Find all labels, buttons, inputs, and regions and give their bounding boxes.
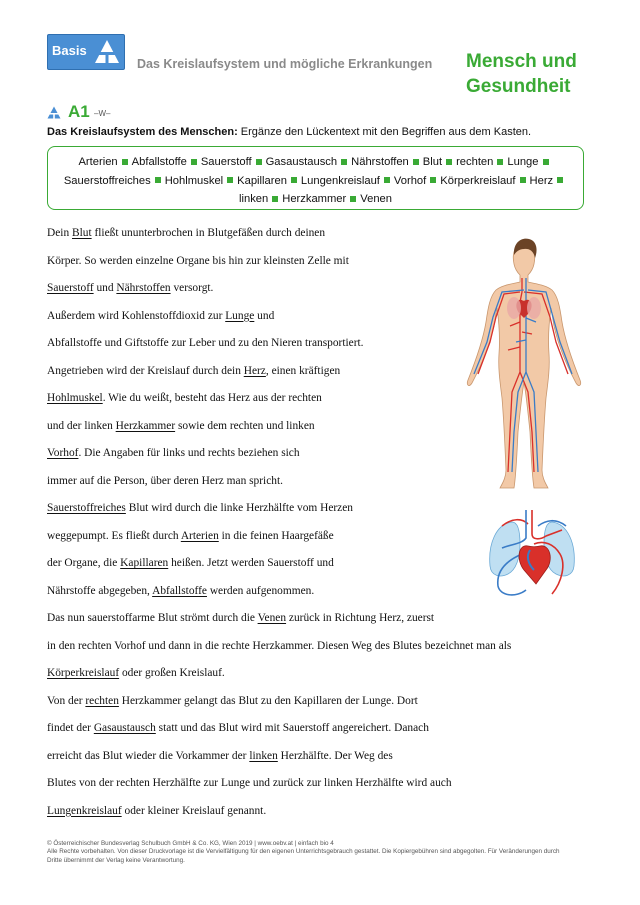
filled-blank: Arterien	[180, 529, 219, 542]
text-segment: zurück in Richtung Herz, zuerst	[286, 612, 435, 624]
word-separator-icon	[557, 177, 563, 183]
word-separator-icon	[122, 159, 128, 165]
text-line	[47, 585, 314, 597]
level-triangle-icon	[47, 106, 61, 119]
text-segment: Körper. So werden einzelne Organe bis hin zur kleinsten Zelle mit	[47, 254, 349, 267]
text-line	[47, 557, 334, 569]
word-box-term: Sauerstoffreiches	[63, 174, 151, 187]
word-box-term: Hohlmuskel	[164, 174, 224, 187]
text-segment: der Organe, die	[47, 557, 121, 569]
text-segment: Blutes von der rechten Herzhälfte zur Lunge und zurück zur linken Herzhälfte wird auch	[47, 777, 452, 789]
filled-blank: Herz	[243, 364, 266, 377]
word-box-term: Arterien	[78, 156, 118, 168]
task-label: A1	[68, 102, 90, 121]
text-segment: Herzkammer gelangt das Blut zu den Kapillaren der Lunge. Dort	[118, 694, 418, 707]
filled-blank: Herzkammer	[115, 419, 176, 432]
text-segment: erreicht das Blut wieder die Vorkammer der	[47, 749, 250, 762]
word-box-term: Lungenkreislauf	[300, 174, 380, 187]
text-line	[47, 805, 266, 817]
task-level: –W–	[94, 109, 111, 118]
text-segment: und	[93, 282, 117, 294]
word-box-term: Kapillaren	[237, 174, 287, 187]
text-segment: versorgt.	[170, 282, 214, 294]
text-segment: , einen kräftigen	[265, 364, 341, 377]
text-segment: und	[254, 309, 275, 322]
filled-blank: rechten	[85, 694, 119, 707]
text-line	[47, 255, 349, 267]
footer-line-1: © Österreichischer Bundesverlag Schulbuch GmbH & Co. KG, Wien 2019 | www.oebv.at | einfach bio 4	[47, 840, 334, 847]
footer-line-3: Dritte übernimmt der Verlag keine Verantwortung.	[47, 856, 185, 864]
filled-blank: Körperkreislauf	[47, 667, 120, 679]
text-line	[47, 640, 511, 652]
word-separator-icon	[497, 159, 503, 165]
text-segment: in die feinen Haargefäße	[218, 529, 334, 542]
text-line	[47, 695, 418, 707]
text-segment: Herzhälfte. Der Weg des	[277, 749, 393, 762]
text-line	[47, 392, 322, 404]
copyright-footer	[47, 840, 587, 865]
word-box-term: Vorhof	[393, 174, 427, 187]
word-box-term: Herzkammer	[282, 193, 347, 205]
word-separator-icon	[520, 177, 526, 183]
text-line	[47, 777, 452, 789]
filled-blank: Sauerstoffreiches	[47, 502, 126, 514]
word-box-term: Körperkreislauf	[440, 174, 516, 187]
text-segment: Abfallstoffe und Giftstoffe zur Leber und zu den Nieren transportiert.	[47, 337, 364, 349]
word-box	[47, 146, 584, 210]
filled-blank: Lunge	[225, 309, 255, 322]
word-separator-icon	[446, 159, 452, 165]
word-separator-icon	[430, 177, 436, 183]
filled-blank: Vorhof	[47, 447, 79, 459]
text-line	[47, 530, 334, 542]
text-segment: werden aufgenommen.	[206, 584, 315, 597]
text-line	[47, 310, 274, 322]
filled-blank: Blut	[72, 227, 92, 239]
filled-blank: Lungenkreislauf	[47, 804, 122, 817]
word-separator-icon	[256, 159, 262, 165]
level-triangle-icon	[94, 38, 120, 65]
word-separator-icon	[384, 177, 390, 183]
text-segment: Dein	[47, 227, 72, 239]
word-separator-icon	[272, 196, 278, 202]
text-line	[47, 420, 315, 432]
word-box-term: Gasaustausch	[265, 156, 338, 168]
text-line	[47, 365, 340, 377]
human-circulatory-illustration	[462, 222, 587, 492]
text-segment: Außerdem wird Kohlenstoffdioxid zur	[47, 309, 226, 322]
filled-blank: Nährstoffen	[116, 282, 171, 294]
text-segment: . Wie du weißt, besteht das Herz aus der rechten	[102, 392, 322, 404]
text-segment: Nährstoffe abgegeben,	[47, 584, 153, 597]
text-segment: Von der	[47, 694, 86, 707]
basis-logo	[47, 34, 125, 70]
word-box-term: Venen	[360, 193, 392, 205]
word-separator-icon	[291, 177, 297, 183]
text-line	[47, 227, 325, 239]
text-segment: heißen. Jetzt werden Sauerstoff und	[168, 557, 334, 569]
text-segment: oder kleiner Kreislauf genannt.	[121, 804, 267, 817]
text-line	[47, 282, 213, 294]
title-line-2: Gesundheit	[466, 76, 571, 97]
text-line	[47, 722, 429, 734]
word-box-term: Herz	[529, 174, 554, 187]
word-box-term: Abfallstoffe	[131, 156, 187, 168]
word-separator-icon	[191, 159, 197, 165]
text-segment: fließt ununterbrochen in Blutgefäßen durch deinen	[91, 227, 326, 239]
text-line	[47, 667, 225, 679]
text-segment: . Die Angaben für links und rechts beziehen sich	[78, 447, 300, 459]
filled-blank: linken	[249, 749, 278, 762]
filled-blank: Gasaustausch	[93, 722, 156, 734]
text-segment: Das nun sauerstoffarme Blut strömt durch die	[47, 612, 258, 624]
worksheet-subtitle: Das Kreislaufsystem und mögliche Erkrankungen	[137, 57, 433, 71]
word-box-term: Lunge	[507, 156, 539, 168]
word-separator-icon	[413, 159, 419, 165]
text-segment: in den rechten Vorhof und dann in die rechte Herzkammer. Diesen Weg des Blutes bezeichnet man als	[47, 639, 512, 652]
task-instruction	[47, 126, 531, 138]
word-separator-icon	[341, 159, 347, 165]
word-box-term: Sauerstoff	[200, 156, 252, 168]
text-line	[47, 502, 353, 514]
text-segment: sowie dem rechten und linken	[175, 419, 315, 432]
text-line	[47, 750, 393, 762]
filled-blank: Venen	[257, 612, 287, 624]
filled-blank: Hohlmuskel	[47, 392, 103, 404]
word-box-term: rechten	[456, 156, 494, 168]
instruction-text: Ergänze den Lückentext mit den Begriffen aus dem Kasten.	[237, 126, 532, 138]
footer-line-2: Alle Rechte vorbehalten. Von dieser Druckvorlage ist die Vervielfältigung für den eigenen Unterrichtsgebrauch gestattet. Die Kopiergebühren sind abgegolten. Für Veränderungen durch	[47, 848, 560, 856]
page-title	[466, 49, 577, 99]
title-line-1: Mensch und	[466, 51, 577, 72]
text-segment: Angetrieben wird der Kreislauf durch dein	[47, 364, 244, 377]
instruction-bold: Das Kreislaufsystem des Menschen:	[47, 126, 238, 138]
text-segment: Blut wird durch die linke Herzhälfte vom Herzen	[125, 502, 353, 514]
filled-blank: Abfallstoffe	[152, 584, 207, 597]
text-line	[47, 447, 300, 459]
word-separator-icon	[155, 177, 161, 183]
word-box-term: Blut	[422, 156, 443, 168]
text-segment: statt und das Blut wird mit Sauerstoff angereichert. Danach	[155, 722, 429, 734]
text-line	[47, 612, 434, 624]
word-separator-icon	[543, 159, 549, 165]
word-box-term: linken	[239, 193, 269, 205]
text-segment: immer auf die Person, über deren Herz man spricht.	[47, 474, 283, 487]
heart-lungs-illustration	[482, 504, 582, 604]
filled-blank: Kapillaren	[120, 557, 169, 569]
filled-blank: Sauerstoff	[47, 282, 94, 294]
text-segment: und der linken	[47, 419, 116, 432]
word-box-term: Nährstoffen	[351, 156, 409, 168]
text-line	[47, 475, 283, 487]
text-segment: oder großen Kreislauf.	[119, 667, 225, 679]
text-segment: weggepumpt. Es fließt durch	[47, 529, 181, 542]
text-line	[47, 337, 364, 349]
word-separator-icon	[350, 196, 356, 202]
text-segment: findet der	[47, 722, 94, 734]
logo-text: Basis	[52, 43, 87, 58]
word-separator-icon	[227, 177, 233, 183]
